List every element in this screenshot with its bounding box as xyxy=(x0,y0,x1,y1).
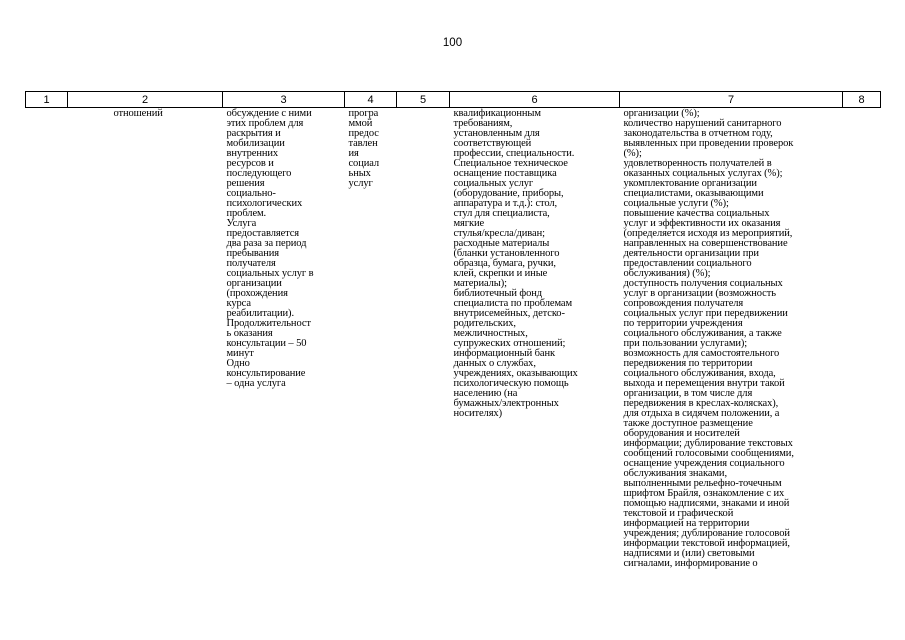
cell-line: количество нарушений санитарного xyxy=(623,118,782,129)
cell-line: бумажных/электронных xyxy=(453,398,559,409)
cell-line: проблем. xyxy=(226,208,267,219)
cell-line: мягкие xyxy=(453,218,485,229)
cell-line: носителях) xyxy=(453,408,502,419)
cell-line: внутренних xyxy=(226,148,279,159)
cell-line: выхода и перемещения внутри такой xyxy=(623,378,785,389)
cell-line: образца, бумага, ручки, xyxy=(453,258,556,269)
cell-line: сопровождения получателя xyxy=(623,298,744,309)
cell-line: материалы); xyxy=(453,278,507,289)
cell-line: аппаратура и т.д.): стол, xyxy=(453,198,558,209)
cell-line: програ xyxy=(348,108,379,119)
cell-line: последующего xyxy=(226,168,292,179)
col-header-8: 8 xyxy=(843,92,881,108)
cell-line: (оборудование, приборы, xyxy=(453,188,564,199)
cell-line: предоставлении социального xyxy=(623,258,752,269)
cell-line: квалификационным xyxy=(453,108,541,119)
cell-line: информацией на территории xyxy=(623,518,750,529)
cell-line: также доступное размещение xyxy=(623,418,753,429)
cell-line: социал xyxy=(348,158,380,169)
cell-line: стулья/кресла/диван; xyxy=(453,228,545,239)
cell-line: социальные услуги (%); xyxy=(623,198,729,209)
cell-line: выявленных при проведении проверок xyxy=(623,138,794,149)
cell-line: минут xyxy=(226,348,254,359)
cell-line: предос xyxy=(348,128,379,139)
cell-line: обслуживания знаками, xyxy=(623,468,727,479)
cell-line: ь оказания xyxy=(226,328,273,339)
cell-col7 xyxy=(620,108,843,570)
cell-line: повышение качества социальных xyxy=(623,208,770,219)
cell-line: реабилитации). xyxy=(226,308,294,319)
cell-line: консультирование xyxy=(226,368,306,379)
cell-line: обслуживания) (%); xyxy=(623,268,711,279)
cell-line: организации (%); xyxy=(623,108,700,119)
cell-line: Услуга xyxy=(226,218,257,229)
cell-line: раскрытия и xyxy=(226,128,281,139)
cell-line: информационный банк xyxy=(453,348,555,359)
cell-line: расходные материалы xyxy=(453,238,550,249)
cell-line: супружеских отношений; xyxy=(453,338,566,349)
cell-line: сообщений голосовыми сообщениями, xyxy=(623,448,794,459)
cell-line: помощью надписями, знаками и иной xyxy=(623,498,790,509)
cell-line: ресурсов и xyxy=(226,158,274,169)
cell-col4 xyxy=(345,108,397,570)
cell-line: этих проблем для xyxy=(226,118,304,129)
cell-line: социальных услуг xyxy=(453,178,534,189)
cell-line: удовлетворенность получателей в xyxy=(623,158,772,169)
cell-line: предоставляется xyxy=(226,228,300,239)
cell-line: установленным для xyxy=(453,128,540,139)
cell-line: пребывания xyxy=(226,248,279,259)
cell-line: передвижения в креслах-колясках), xyxy=(623,398,779,409)
cell-line: специалиста по проблемам xyxy=(453,298,573,309)
cell-col1 xyxy=(26,108,68,570)
cell-line: внутрисемейных, детско- xyxy=(453,308,565,319)
cell-line: требованиям, xyxy=(453,118,513,129)
cell-line: услуг и эффективности их оказания xyxy=(623,218,781,229)
cell-line: тавлен xyxy=(348,138,378,149)
cell-line: межличностных, xyxy=(453,328,528,339)
cell-line: деятельности организации при xyxy=(623,248,759,259)
cell-line: оснащение поставщика xyxy=(453,168,557,179)
cell-line: клей, скрепки и иные xyxy=(453,268,548,279)
col-header-3: 3 xyxy=(223,92,345,108)
cell-line: социального обслуживания, входа, xyxy=(623,368,776,379)
cell-line: услуг в организации (возможность xyxy=(623,288,776,299)
cell-line: (%); xyxy=(623,148,642,159)
cell-line: психологических xyxy=(226,198,303,209)
col-header-4: 4 xyxy=(345,92,397,108)
cell-line: (бланки установленного xyxy=(453,248,560,259)
cell-line: два раза за период xyxy=(226,238,307,249)
cell-line: Продолжительност xyxy=(226,318,311,329)
cell-line: социально- xyxy=(226,188,276,199)
col-header-7: 7 xyxy=(620,92,843,108)
cell-line: специалистами, оказывающими xyxy=(623,188,764,199)
col-header-1: 1 xyxy=(26,92,68,108)
cell-line: ммой xyxy=(348,118,373,129)
cell-line: информации; дублирование текстовых xyxy=(623,438,793,449)
col-header-6: 6 xyxy=(450,92,620,108)
cell-line: родительских, xyxy=(453,318,516,329)
cell-line: учреждениях, оказывающих xyxy=(453,368,578,379)
cell-line: (определяется исходя из мероприятий, xyxy=(623,228,793,239)
cell-line: консультации – 50 xyxy=(226,338,307,349)
cell-line: услуг xyxy=(348,178,373,189)
cell-line: информации текстовой информацией, xyxy=(623,538,790,549)
column-number-row xyxy=(26,92,881,108)
cell-line: социального обслуживания, а также xyxy=(623,328,782,339)
col-header-5: 5 xyxy=(397,92,450,108)
cell-line: по территории учреждения xyxy=(623,318,743,329)
cell-line: (прохождения xyxy=(226,288,288,299)
cell-line: оснащение учреждения социального xyxy=(623,458,785,469)
cell-line: надписями и (или) световыми xyxy=(623,548,755,559)
cell-line: профессии, специальности. xyxy=(453,148,575,159)
cell-col2 xyxy=(68,108,223,570)
cell-line: обсуждение с ними xyxy=(226,108,312,119)
cell-line: текстовой и графической xyxy=(623,508,734,519)
cell-line: социальных услуг при передвижении xyxy=(623,308,788,319)
cell-line: населению (на xyxy=(453,388,518,399)
cell-col3 xyxy=(223,108,345,570)
cell-line: Одно xyxy=(226,358,250,369)
cell-line: получателя xyxy=(226,258,276,269)
cell-line: ьных xyxy=(348,168,371,179)
cell-col5 xyxy=(397,108,450,570)
cell-line: оборудования и носителей xyxy=(623,428,740,439)
cell-line: укомплектование организации xyxy=(623,178,757,189)
cell-line: ия xyxy=(348,148,359,159)
cell-line: выполненными рельефно-точечным xyxy=(623,478,782,489)
cell-line: соответствующей xyxy=(453,138,532,149)
services-table xyxy=(25,91,881,569)
cell-line: передвижения по территории xyxy=(623,358,753,369)
cell-line: учреждения; дублирование голосовой xyxy=(623,528,790,539)
cell-line: шрифтом Брайля, ознакомление с их xyxy=(623,488,785,499)
cell-line: курса xyxy=(226,298,251,309)
cell-line: законодательства в отчетном году, xyxy=(623,128,773,139)
cell-line: для отдыха в сидячем положении, а xyxy=(623,408,780,419)
cell-col8 xyxy=(843,108,881,570)
cell-line: доступность получения социальных xyxy=(623,278,783,289)
cell-line: организации xyxy=(226,278,282,289)
cell-line: – одна услуга xyxy=(226,378,286,389)
cell-line: оказанных социальных услугах (%); xyxy=(623,168,783,179)
cell-line: возможность для самостоятельного xyxy=(623,348,780,359)
cell-line: организации, в том числе для xyxy=(623,388,753,399)
table-row xyxy=(26,108,881,570)
cell-line: мобилизации xyxy=(226,138,285,149)
cell-line: стул для специалиста, xyxy=(453,208,550,219)
col-header-2: 2 xyxy=(68,92,223,108)
cell-line: решения xyxy=(226,178,265,189)
cell-line: данных о службах, xyxy=(453,358,536,369)
cell-line: психологическую помощь xyxy=(453,378,569,389)
page-number: 100 xyxy=(442,37,463,49)
cell-line: социальных услуг в xyxy=(226,268,314,279)
cell-line: Специальное техническое xyxy=(453,158,568,169)
cell-col6 xyxy=(450,108,620,570)
cell-line: библиотечный фонд xyxy=(453,288,543,299)
cell-line: отношений xyxy=(113,108,163,119)
cell-line: направленных на совершенствование xyxy=(623,238,788,249)
cell-line: сигналами, информирование о xyxy=(623,558,758,569)
cell-line: при пользовании услугами); xyxy=(623,338,748,349)
